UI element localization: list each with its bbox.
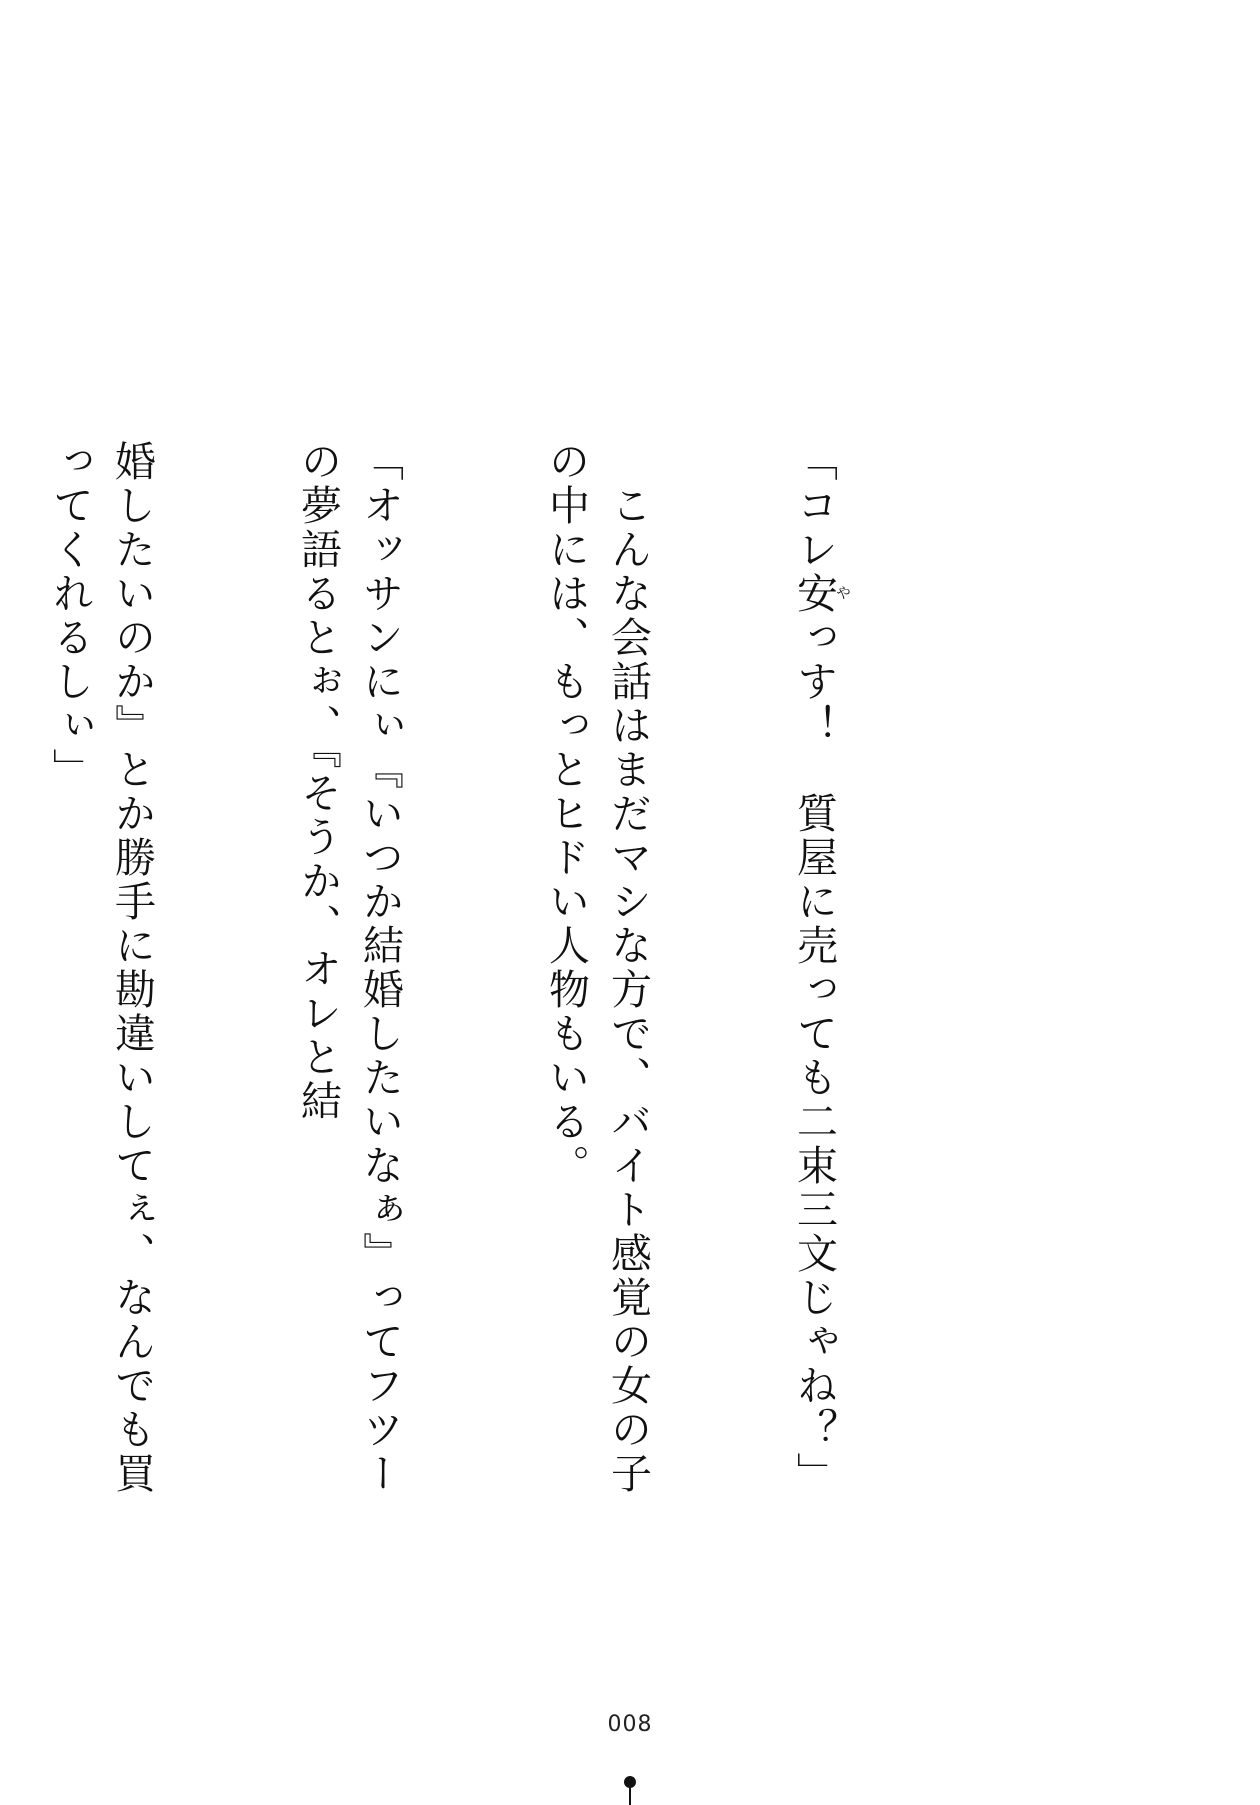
page-marker-line bbox=[629, 1788, 631, 1805]
page-number: 008 bbox=[607, 1712, 653, 1737]
text-line: 「オッサンにぃ『いつか結婚したいなぁ』ってフツーの夢語るとぉ、『そうか、オレと結 bbox=[294, 440, 404, 1496]
page-marker-dot bbox=[624, 1776, 636, 1788]
text-line: こんな会話はまだマシな方で、バイト感覚の女の子の中には、もっとヒドい人物もいる。 bbox=[542, 440, 652, 1496]
vertical-text-block bbox=[46, 440, 975, 1500]
text-line: 婚したいのか』とか勝手に勘違いしてぇ、なんでも買ってくれるしぃ」 bbox=[46, 440, 156, 1496]
text-line: 「コレ安やっす！ 質屋に売っても二束三文じゃね？」 bbox=[790, 440, 852, 1496]
ruby-annotation: 安や bbox=[790, 572, 852, 616]
